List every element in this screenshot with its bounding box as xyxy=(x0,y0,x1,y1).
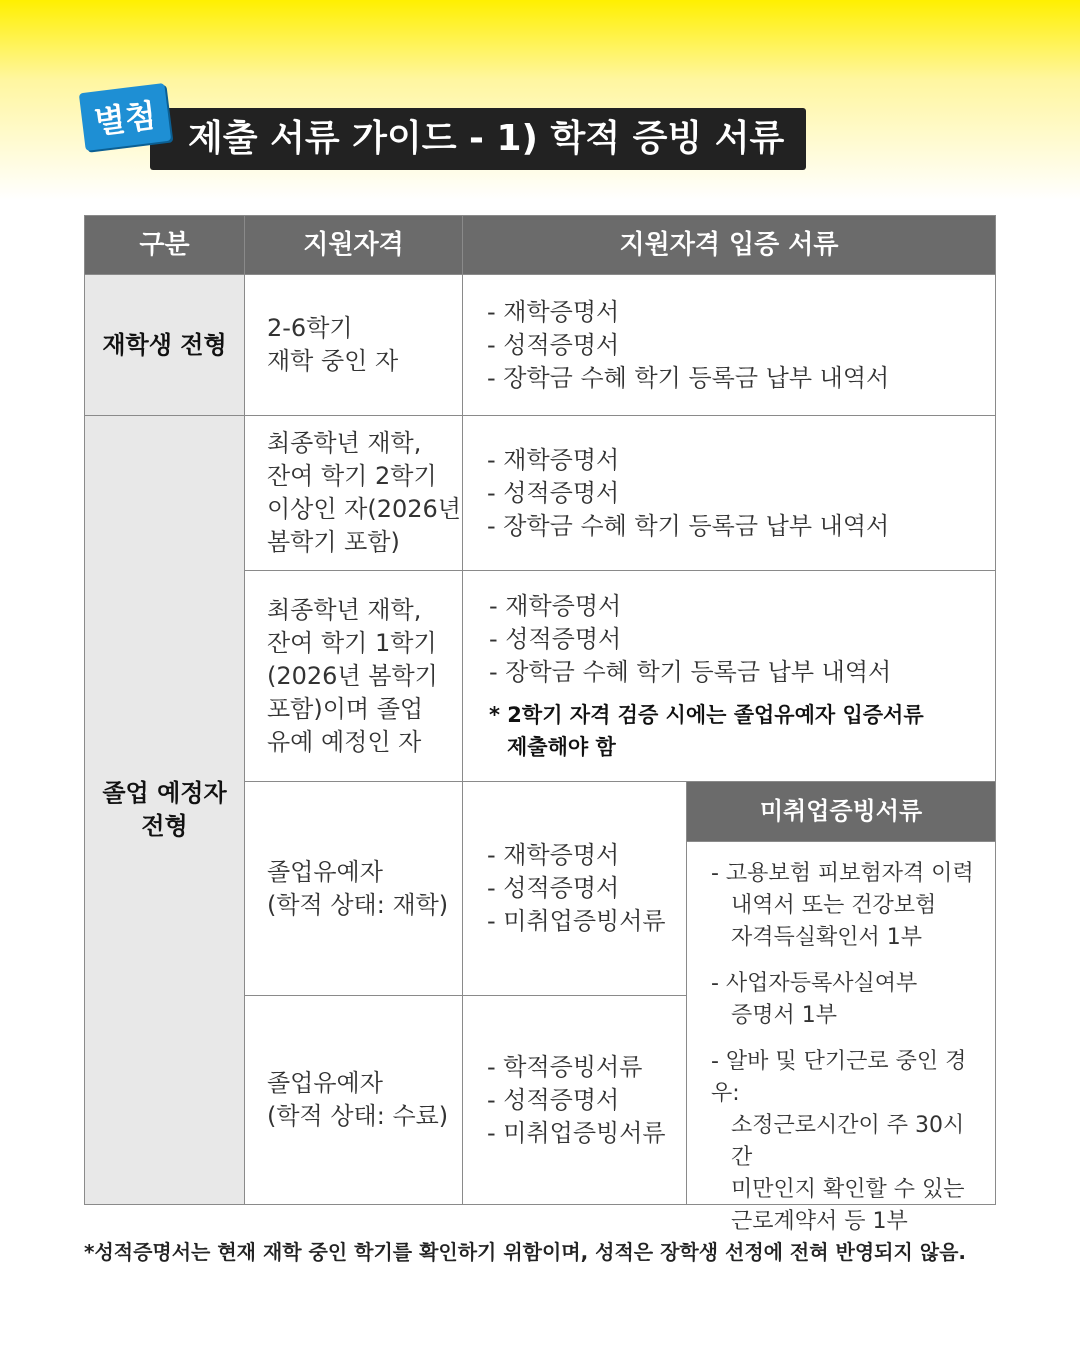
group-label-line: 전형 xyxy=(141,812,188,840)
document-item: - 성적증명서 xyxy=(487,1085,620,1114)
document-item: - 미취업증빙서류 xyxy=(487,1118,666,1147)
group-graduating-label xyxy=(85,416,245,1204)
document-item: - 장학금 수혜 학기 등록금 납부 내역서 xyxy=(487,511,890,540)
document-item: - 성적증명서 xyxy=(487,478,620,507)
qualification-cell xyxy=(245,571,463,782)
note-line: * 2학기 자격 검증 시에는 졸업유예자 입증서류 xyxy=(489,702,924,727)
documents-cell xyxy=(463,996,687,1204)
qualification-line: 이상인 자(2026년 xyxy=(267,495,461,523)
qualification-line: 유예 예정인 자 xyxy=(267,727,422,756)
unemployment-proof-line: - 사업자등록사실여부 xyxy=(711,971,918,996)
unemployment-proof-item xyxy=(711,968,979,1032)
qualification-cell xyxy=(245,782,463,996)
qualification-line: (학적 상태: 재학) xyxy=(267,890,449,919)
column-header-category: 구분 xyxy=(85,216,245,275)
qualification-line: 재학 중인 자 xyxy=(267,347,399,375)
qualification-line: 졸업유예자 xyxy=(267,1069,383,1097)
group-label-line: 졸업 예정자 xyxy=(102,779,227,807)
document-item: - 재학증명서 xyxy=(489,591,622,620)
unemployment-proof-line: 소정근로시간이 주 30시간 xyxy=(731,1113,965,1170)
document-item: - 미취업증빙서류 xyxy=(487,907,666,935)
qualification-line: (학적 상태: 수료) xyxy=(267,1102,449,1130)
document-item: - 성적증명서 xyxy=(489,624,622,653)
document-table xyxy=(84,215,996,1234)
note-line: 제출해야 함 xyxy=(507,734,616,759)
documents-cell xyxy=(463,416,995,571)
qualification-line: 졸업유예자 xyxy=(267,857,383,886)
qualification-line: 최종학년 재학, xyxy=(267,595,422,624)
qualification-line: 포함)이며 졸업 xyxy=(267,694,424,723)
qualification-cell xyxy=(245,416,463,571)
unemployment-proof-item xyxy=(711,1046,979,1238)
documents-cell xyxy=(463,571,995,782)
qualification-line: 2-6학기 xyxy=(267,314,353,342)
note-text xyxy=(489,699,995,763)
document-item: - 성적증명서 xyxy=(487,874,620,902)
unemployment-proof-item xyxy=(711,858,979,954)
document-item: - 재학증명서 xyxy=(487,297,620,326)
document-item: - 학적증빙서류 xyxy=(487,1052,643,1081)
unemployment-proof-line: 내역서 또는 건강보험 xyxy=(731,893,937,918)
document-item: - 장학금 수혜 학기 등록금 납부 내역서 xyxy=(487,363,890,392)
documents-cell xyxy=(463,275,995,416)
unemployment-proof-line: - 고용보험 피보험자격 이력 xyxy=(711,861,974,886)
attachment-badge: 별첨 xyxy=(79,83,171,151)
document-item: - 재학증명서 xyxy=(487,445,620,474)
qualification-line: 잔여 학기 2학기 xyxy=(267,462,437,490)
group-enrolled-label xyxy=(85,275,245,416)
column-header-qualification: 지원자격 xyxy=(245,216,463,275)
unemployment-proof-line: - 알바 및 단기근로 중인 경우: xyxy=(711,1049,967,1106)
column-header-documents: 지원자격 입증 서류 xyxy=(463,216,995,275)
unemployment-proof-line: 증명서 1부 xyxy=(731,1003,837,1028)
unemployment-proof-line: 자격득실확인서 1부 xyxy=(731,925,923,950)
unemployment-proof-cell xyxy=(687,842,995,1234)
qualification-line: 봄학기 포함) xyxy=(267,528,400,556)
documents-cell xyxy=(463,782,687,996)
document-item: - 장학금 수혜 학기 등록금 납부 내역서 xyxy=(489,657,892,686)
group-label-text: 재학생 전형 xyxy=(102,330,227,359)
qualification-cell xyxy=(245,275,463,416)
qualification-line: 최종학년 재학, xyxy=(267,429,422,457)
page-title: 제출 서류 가이드 - 1) 학적 증빙 서류 xyxy=(150,108,806,170)
footnote: *성적증명서는 현재 재학 중인 학기를 확인하기 위함이며, 성적은 장학생 선정에 전혀 반영되지 않음. xyxy=(84,1240,967,1264)
unemployment-proof-line: 근로계약서 등 1부 xyxy=(731,1209,908,1234)
qualification-line: (2026년 봄학기 xyxy=(267,661,438,690)
qualification-line: 잔여 학기 1학기 xyxy=(267,628,437,657)
document-item: - 재학증명서 xyxy=(487,841,620,869)
document-item: - 성적증명서 xyxy=(487,330,620,359)
unemployment-proof-line: 미만인지 확인할 수 있는 xyxy=(731,1177,965,1202)
unemployment-proof-header: 미취업증빙서류 xyxy=(687,782,995,842)
qualification-cell xyxy=(245,996,463,1204)
